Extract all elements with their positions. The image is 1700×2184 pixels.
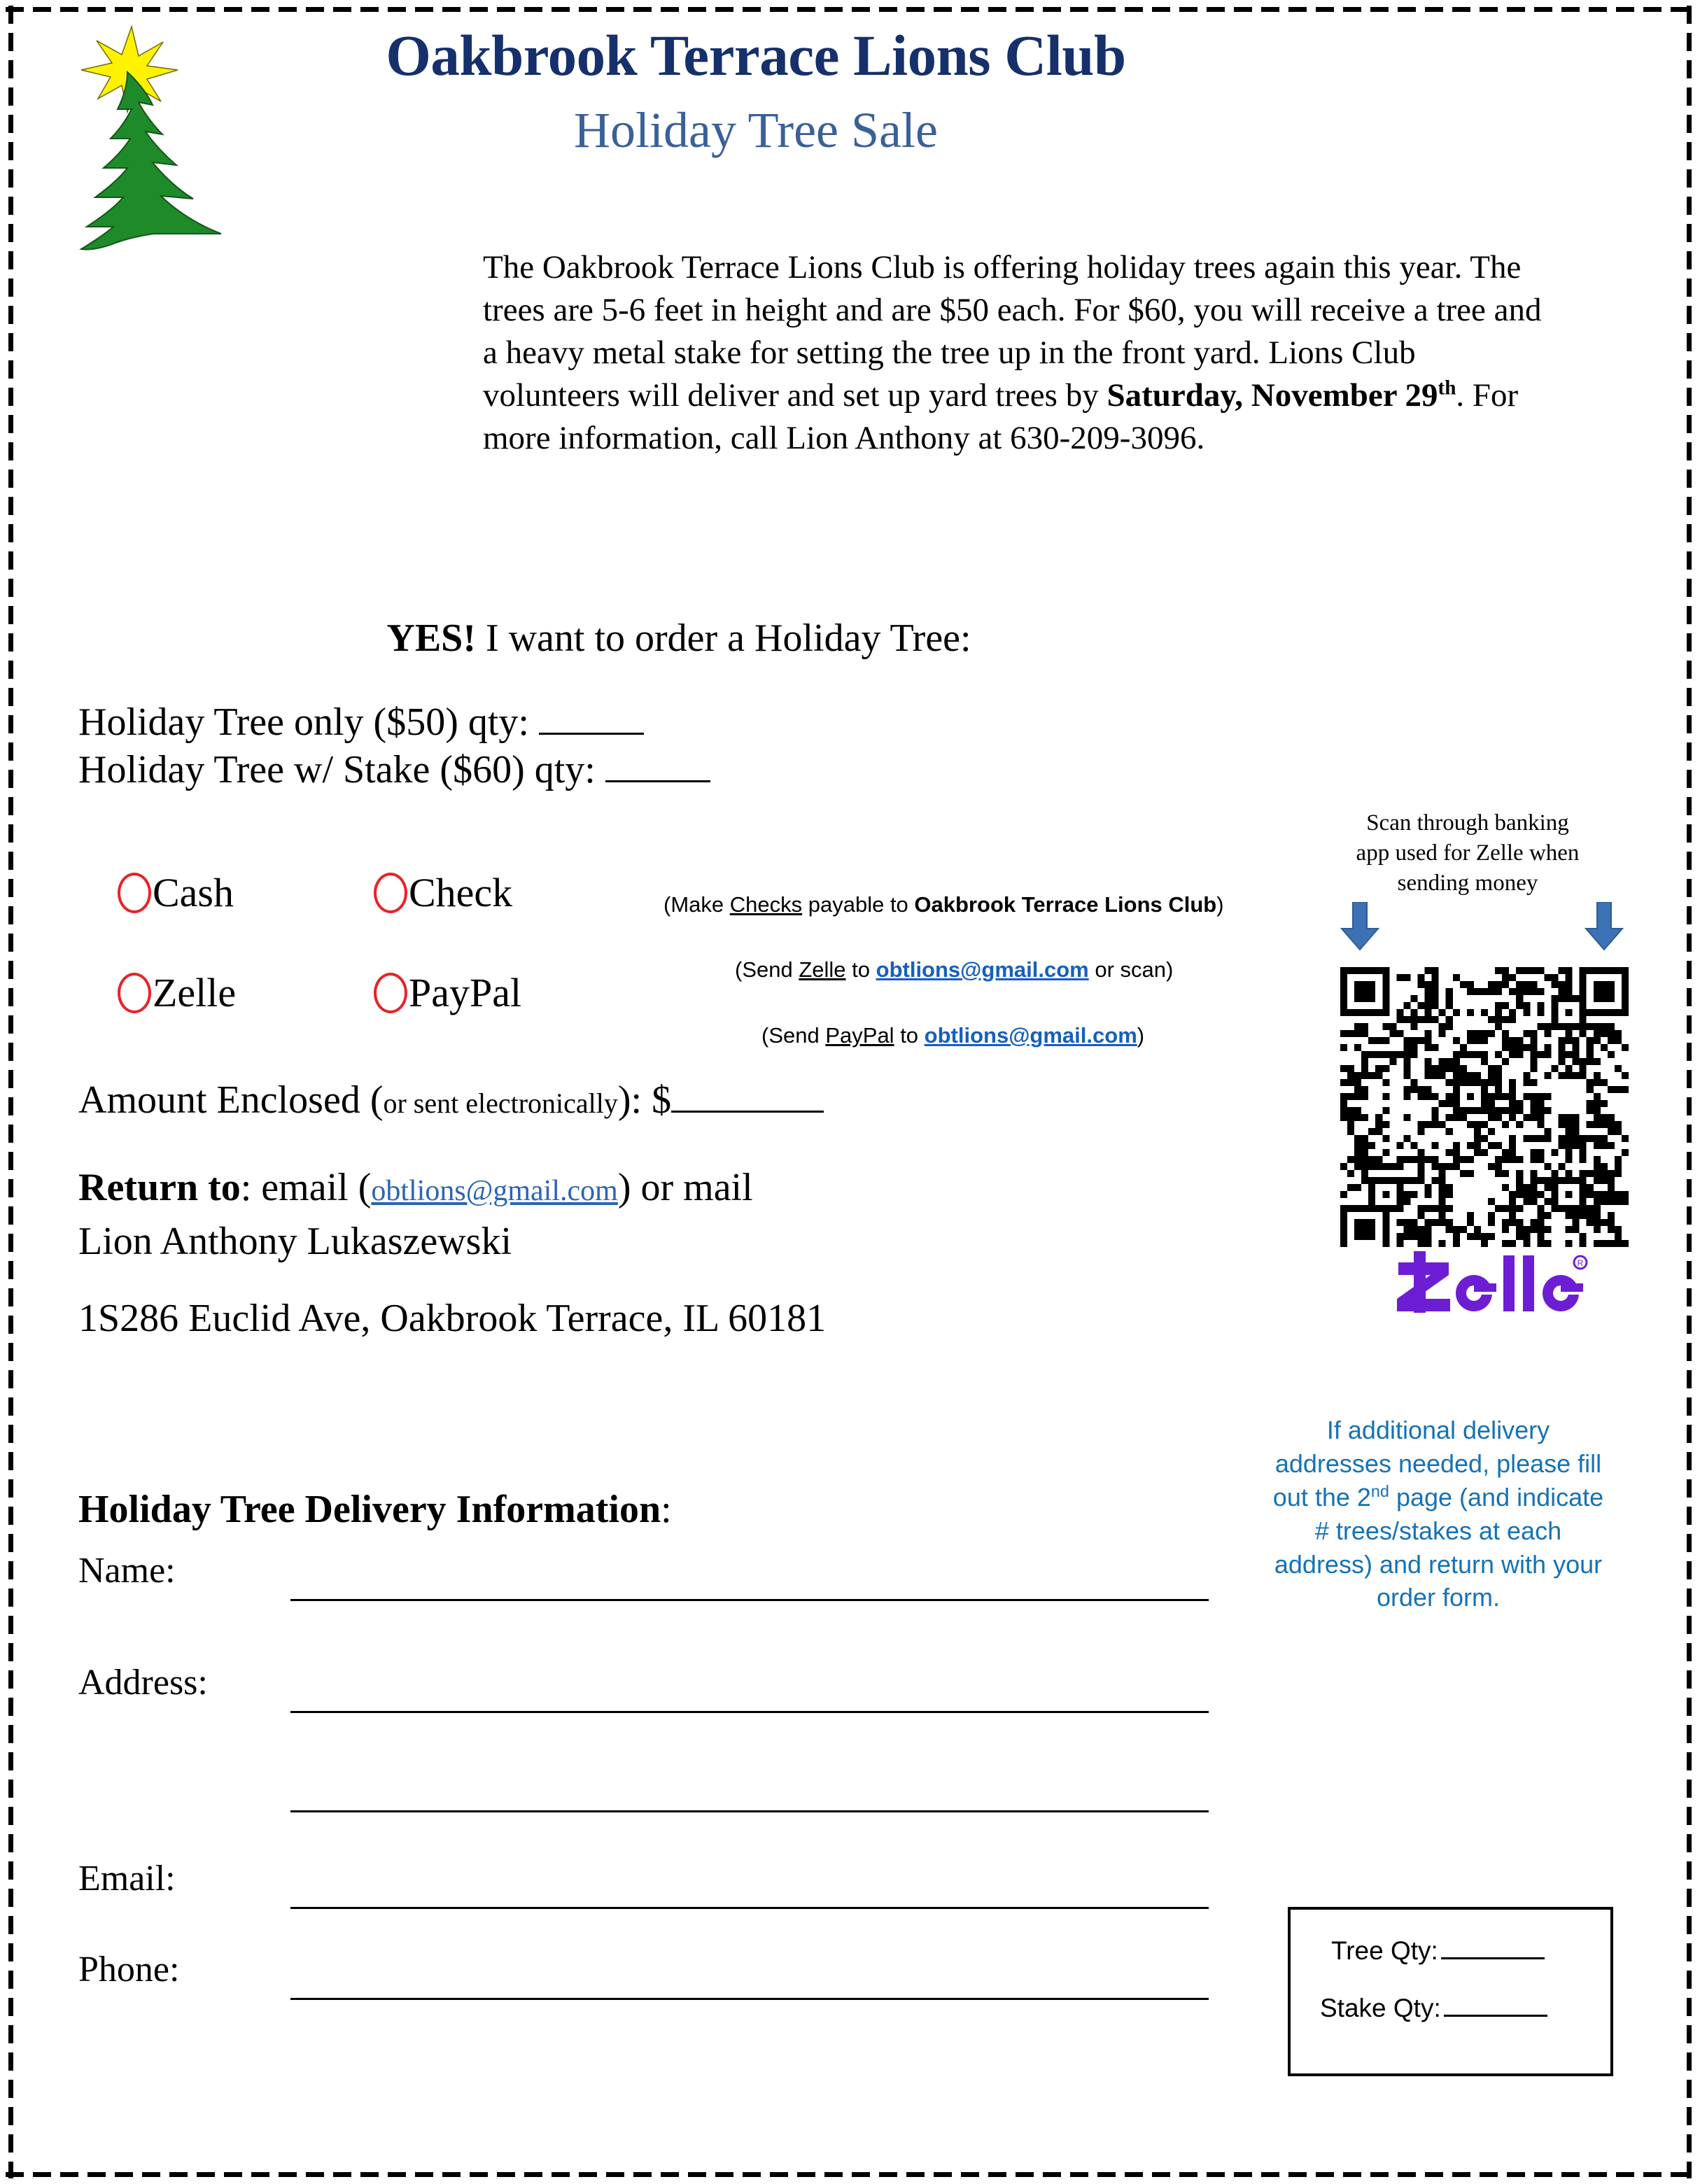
amount-enclosed-input[interactable]: [671, 1079, 824, 1113]
intro-deadline: [1107, 377, 1456, 414]
note-checks-underline: Checks: [729, 892, 803, 917]
note-zelle-underline: Zelle: [799, 957, 846, 982]
delivery-info-heading-colon: :: [661, 1488, 672, 1531]
radio-circle-icon[interactable]: [374, 873, 407, 913]
additional-delivery-note-ordinal: nd: [1370, 1481, 1389, 1500]
order-yes-heading: [84, 616, 1274, 661]
return-to-label: Return to: [78, 1166, 241, 1209]
note-send-zelle: [735, 957, 1173, 982]
additional-delivery-note-part1: If additional delivery addresses needed, please fill out the 2: [1272, 1416, 1602, 1512]
page-border-top: [6, 7, 1694, 12]
qty-stake-input[interactable]: [605, 748, 710, 782]
email-input[interactable]: [290, 1907, 1209, 1909]
return-to-email-link[interactable]: obtlions@gmail.com: [371, 1175, 618, 1207]
note-checks-post: ): [1216, 892, 1224, 917]
payment-option-cash[interactable]: [118, 869, 234, 916]
field-label-name: Name:: [78, 1551, 176, 1591]
page-title: Oakbrook Terrace Lions Club: [386, 23, 1126, 87]
qty-stake-label: Holiday Tree w/ Stake ($60) qty:: [78, 748, 596, 791]
field-label-address: Address:: [78, 1663, 208, 1703]
qty-stake-row: [78, 747, 710, 792]
stake-qty-label: Stake Qty:: [1320, 1994, 1441, 2022]
page-subtitle: Holiday Tree Sale: [574, 102, 938, 158]
payment-option-zelle[interactable]: [118, 969, 236, 1016]
phone-input[interactable]: [290, 1998, 1209, 2000]
amount-enclosed-row: [78, 1078, 824, 1122]
note-paypal-underline: PayPal: [825, 1023, 894, 1048]
page-border-left: [8, 6, 13, 2178]
down-arrow-icon-right: [1585, 902, 1624, 951]
yes-rest: I want to order a Holiday Tree:: [475, 617, 971, 660]
scan-instructions: Scan through banking app used for Zelle when sending money: [1356, 810, 1580, 896]
amount-enclosed-note: or sent electronically: [383, 1087, 618, 1119]
zelle-qr-code[interactable]: [1340, 967, 1629, 1247]
qty-tree-row: [78, 700, 644, 745]
intro-paragraph: [483, 246, 1547, 460]
address-input-2[interactable]: [290, 1810, 1209, 1812]
note-paypal-pre: (Send: [761, 1023, 826, 1048]
qty-tree-input[interactable]: [539, 700, 644, 735]
note-checks-payee: Oakbrook Terrace Lions Club: [914, 892, 1217, 917]
note-checks-pre: (Make: [663, 892, 730, 917]
office-use-qty-box: [1288, 1907, 1613, 2076]
intro-deadline-date: Saturday, November 29: [1107, 377, 1438, 414]
return-to-name: Lion Anthony Lukaszewski: [78, 1220, 512, 1263]
amount-enclosed-label: Amount Enclosed (: [78, 1078, 384, 1122]
yes-emphasis: YES!: [386, 617, 476, 660]
return-to-post: ) or mail: [617, 1166, 753, 1209]
payment-option-check-label: Check: [409, 870, 513, 915]
payment-option-paypal-label: PayPal: [409, 970, 522, 1015]
note-zelle-pre: (Send: [735, 957, 799, 982]
payment-option-zelle-label: Zelle: [153, 970, 237, 1015]
tree-qty-input[interactable]: [1441, 1938, 1545, 1959]
intro-deadline-ordinal: th: [1438, 376, 1456, 400]
intro-part1: The Oakbrook Terrace Lions Club is offering holiday trees again this year. The trees are 5-6 feet in height and are $50 each. For $60, you will receive a tree and a heavy metal stake for setting the tree up in the front yard. Lions Club volunteers will deliver and set up yard trees by: [483, 249, 1542, 414]
return-to-row: [78, 1165, 753, 1210]
name-input[interactable]: [290, 1599, 1209, 1601]
note-paypal-post: ): [1137, 1023, 1145, 1048]
payment-option-check[interactable]: [374, 869, 512, 916]
note-zelle-post: or scan): [1088, 957, 1174, 982]
note-zelle-email-link[interactable]: obtlions@gmail.com: [876, 957, 1089, 982]
tree-qty-row: [1331, 1936, 1545, 1966]
additional-delivery-note-part2: page (and indicate # trees/stakes at each address) and return with your order form.: [1274, 1482, 1604, 1612]
delivery-info-heading: [78, 1487, 672, 1532]
return-to-mid: : email (: [240, 1166, 372, 1209]
svg-text:R: R: [1577, 1258, 1584, 1268]
intro-part2: . For more information, call Lion Anthony at 630-209-3096.: [483, 377, 1519, 457]
radio-circle-icon[interactable]: [118, 973, 151, 1013]
note-paypal-mid: to: [894, 1023, 925, 1048]
stake-qty-row: [1320, 1994, 1547, 2023]
qty-tree-label: Holiday Tree only ($50) qty:: [78, 700, 529, 744]
note-send-paypal: [761, 1023, 1144, 1048]
additional-delivery-note: [1267, 1414, 1610, 1614]
note-zelle-mid: to: [845, 957, 876, 982]
zelle-logo: [1393, 1251, 1589, 1313]
payment-option-paypal[interactable]: [374, 969, 521, 1016]
radio-circle-icon[interactable]: [374, 973, 407, 1013]
address-input-1[interactable]: [290, 1711, 1209, 1713]
field-label-email: Email:: [78, 1859, 176, 1898]
stake-qty-input[interactable]: [1444, 1995, 1547, 2017]
delivery-info-heading-text: Holiday Tree Delivery Information: [78, 1488, 661, 1531]
field-label-phone: Phone:: [78, 1950, 180, 1989]
down-arrow-icon-left: [1340, 902, 1379, 951]
payment-option-cash-label: Cash: [153, 870, 234, 915]
tree-qty-label: Tree Qty:: [1331, 1936, 1438, 1965]
note-paypal-email-link[interactable]: obtlions@gmail.com: [924, 1023, 1137, 1048]
page-border-right: [1687, 6, 1692, 2178]
return-to-address: 1S286 Euclid Ave, Oakbrook Terrace, IL 60181: [78, 1297, 827, 1340]
page-border-bottom: [6, 2172, 1694, 2177]
note-checks-mid: payable to: [802, 892, 915, 917]
christmas-tree-icon: [49, 20, 231, 251]
note-checks-payable: [663, 892, 1224, 917]
radio-circle-icon[interactable]: [118, 873, 151, 913]
amount-enclosed-currency: ): $: [617, 1078, 672, 1122]
